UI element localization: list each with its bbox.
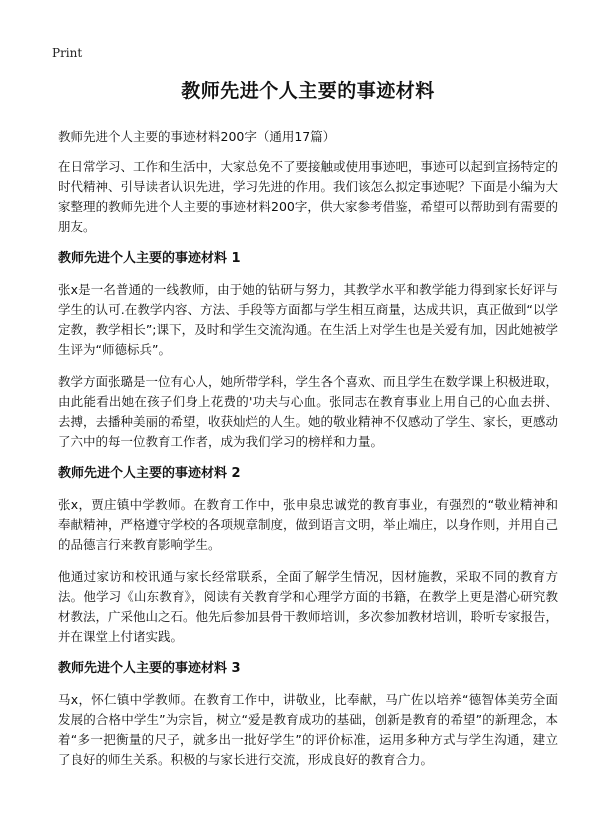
print-link[interactable]: Print [52, 46, 83, 60]
document-body [58, 78, 558, 782]
section-2-paragraph-2: 他通过家访和校讯通与家长经常联系，全面了解学生情况，因材施教，采取不同的教育方法。他学习《山东教育》，阅读有关教育学和心理学方面的书籍，在教学上更是潜心研究教材教法，广采他山之石。他先后参加县骨干教师培训，多次参加教材培训，聆听专家报告，并在课堂上付诸实践。 [58, 569, 559, 644]
page-title: 教师先进个人主要的事迹材料 [181, 80, 435, 102]
section-3-paragraph-1: 马x，怀仁镇中学教师。在教育工作中，讲敬业，比奉献，马广佐以培养“德智体美劳全面发展的合格中学生”为宗旨，树立“爱是教育成功的基础，创新是教育的希望”的新理念，本着“多一把衡量的尺子，就多出一批好学生”的评价标准，运用多种方式与学生沟通，建立了良好的师生关系。积极的与家长进行交流，形成良好的教育合力。 [58, 692, 558, 767]
intro-paragraph: 在日常学习、工作和生活中，大家总免不了要接触或使用事迹吧，事迹可以起到宣扬特定的时代精神、引导读者认识先进，学习先进的作用。我们该怎么拟定事迹呢？下面是小编为大家整理的教师先进个人主要的事迹材料200字，供大家参考借鉴，希望可以帮助到有需要的朋友。 [58, 159, 559, 234]
document-subtitle: 教师先进个人主要的事迹材料200字（通用17篇） [58, 129, 336, 144]
section-1-paragraph-1: 张x是一名普通的一线教师，由于她的钻研与努力，其教学水平和教学能力得到家长好评与学生的认可.在教学内容、方法、手段等方面都与学生相互商量，达成共识，真正做到“以学定教，教学相长”;课下，及时和学生交流沟通。在生活上对学生也是关爱有加，因此她被学生评为“师德标兵”。 [58, 282, 558, 357]
section-2-heading: 教师先进个人主要的事迹材料 2 [58, 466, 241, 481]
section-1-paragraph-2: 教学方面张璐是一位有心人，她所带学科，学生各个喜欢、而且学生在数学课上积极进取，由此能看出她在孩子们身上花费的'功夫与心血。张同志在教育事业上用自己的心血去拼、去搏，去播种美丽的希望，收获灿烂的人生。她的敬业精神不仅感动了学生、家长，更感动了六中的每一位教育工作者，成为我们学习的榜样和力量。 [58, 374, 559, 449]
section-2-paragraph-1: 张x，贾庄镇中学教师。在教育工作中，张申泉忠诚党的教育事业，有强烈的“敬业精神和奉献精神，严格遵守学校的各项规章制度，做到语言文明，举止端庄，以身作则，并用自己的品德言行来教育影响学生。 [58, 497, 559, 552]
section-3-heading: 教师先进个人主要的事迹材料 3 [58, 661, 241, 676]
section-1-heading: 教师先进个人主要的事迹材料 1 [58, 251, 241, 266]
